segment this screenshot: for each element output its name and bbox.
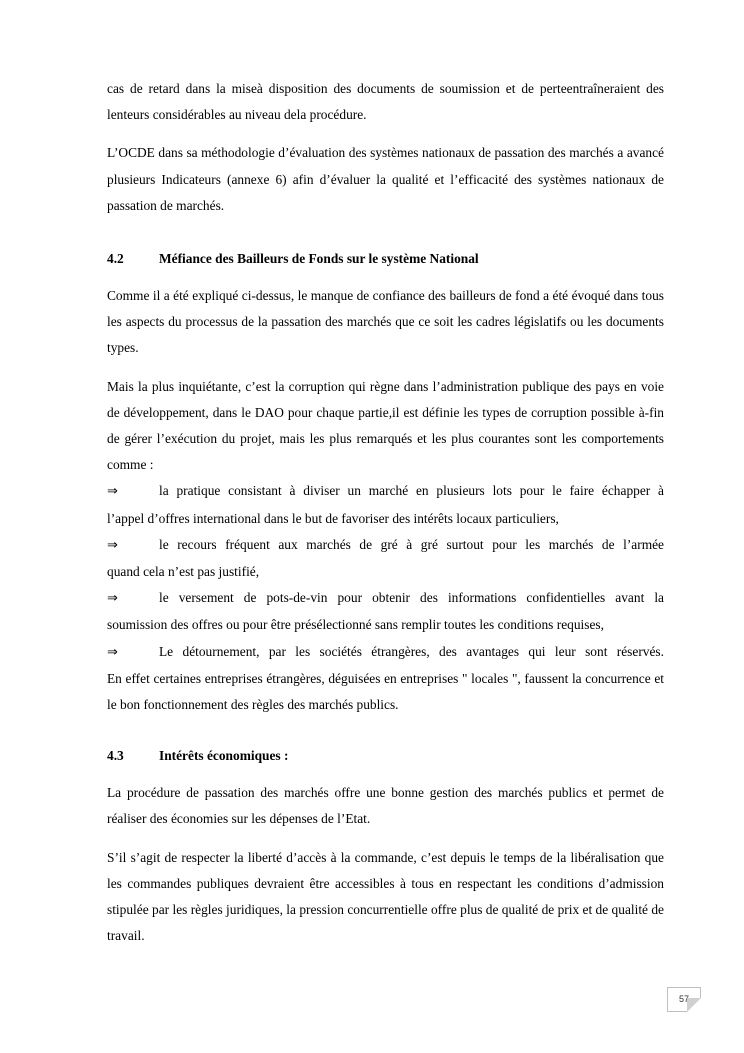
paragraph: L’OCDE dans sa méthodologie d’évaluation des systèmes nationaux de passation des marchés a avancé plusieurs Indicateurs (annexe 6) afin d’évaluer la qualité et l’efficacité des systèmes nationaux de passation de marchés. <box>107 145 664 213</box>
bullet-list <box>107 478 664 718</box>
list-item <box>107 639 664 719</box>
double-arrow-icon: ⇒ <box>107 644 118 660</box>
list-item-text: le recours fréquent aux marchés de gré à gré surtout pour les marchés de l’armée <box>159 536 664 552</box>
section-number: 4.3 <box>107 748 124 764</box>
paragraph: S’il s’agit de respecter la liberté d’accès à la commande, c’est depuis le temps de la libéralisation que les commandes publiques devraient être accessibles à tous en respectant les conditions d’admission stipulée par les règles juridiques, la pression concurrentielle offre plus de qualité de prix et de qualité de travail. <box>107 849 664 944</box>
double-arrow-icon: ⇒ <box>107 537 118 553</box>
double-arrow-icon: ⇒ <box>107 484 118 500</box>
paragraph: cas de retard dans la miseà disposition des documents de soumission et de perteentraîneraient des lenteurs considérables au niveau dela procédure. <box>107 81 664 123</box>
list-item <box>107 585 664 638</box>
section-heading-4-2 <box>107 246 664 272</box>
document-page-body <box>107 76 664 949</box>
paragraph: Comme il a été expliqué ci-dessus, le manque de confiance des bailleurs de fond a été évoqué dans tous les aspects du processus de la passation des marchés que ce soit les cadres législatifs ou les documents types. <box>107 288 664 356</box>
page-number: 57 <box>678 994 689 1004</box>
list-item-text: la pratique consistant à diviser un marché en plusieurs lots pour le faire échapper à <box>159 483 664 499</box>
section-title: Intérêts économiques : <box>159 748 289 764</box>
list-item-text-continued: l’appel d’offres international dans le but de favoriser des intérêts locaux particuliers, <box>107 510 559 526</box>
list-item-text-continued: quand cela n’est pas justifié, <box>107 564 260 580</box>
section-number: 4.2 <box>107 251 124 267</box>
list-item-text-continued: soumission des offres ou pour être présélectionné sans remplir toutes les conditions requises, <box>107 617 604 633</box>
list-item <box>107 478 664 531</box>
paragraph: Mais la plus inquiétante, c’est la corruption qui règne dans l’administration publique des pays en voie de développement, dans le DAO pour chaque partie,il est définie les types de corruption possible à-fin de gérer l’exécution du projet, mais les plus remarqués et les plus courantes sont les comportements comme : <box>107 378 664 473</box>
section-heading-4-3 <box>107 743 664 769</box>
list-item-text-continued: En effet certaines entreprises étrangères, déguisées en entreprises " locales ", faussent la concurrence et le bon fonctionnement des règles des marchés publics. <box>107 670 664 713</box>
list-item-text: Le détournement, par les sociétés étrangères, des avantages qui leur sont réservés. <box>159 643 664 659</box>
section-title: Méfiance des Bailleurs de Fonds sur le système National <box>159 251 479 267</box>
page-fold-icon <box>687 998 701 1012</box>
paragraph: La procédure de passation des marchés offre une bonne gestion des marchés publics et permet de réaliser des économies sur les dépenses de l’Etat. <box>107 785 664 827</box>
page-number-box <box>667 987 701 1012</box>
list-item-text: le versement de pots-de-vin pour obtenir des informations confidentielles avant la <box>159 590 664 606</box>
list-item <box>107 532 664 585</box>
double-arrow-icon: ⇒ <box>107 591 118 607</box>
